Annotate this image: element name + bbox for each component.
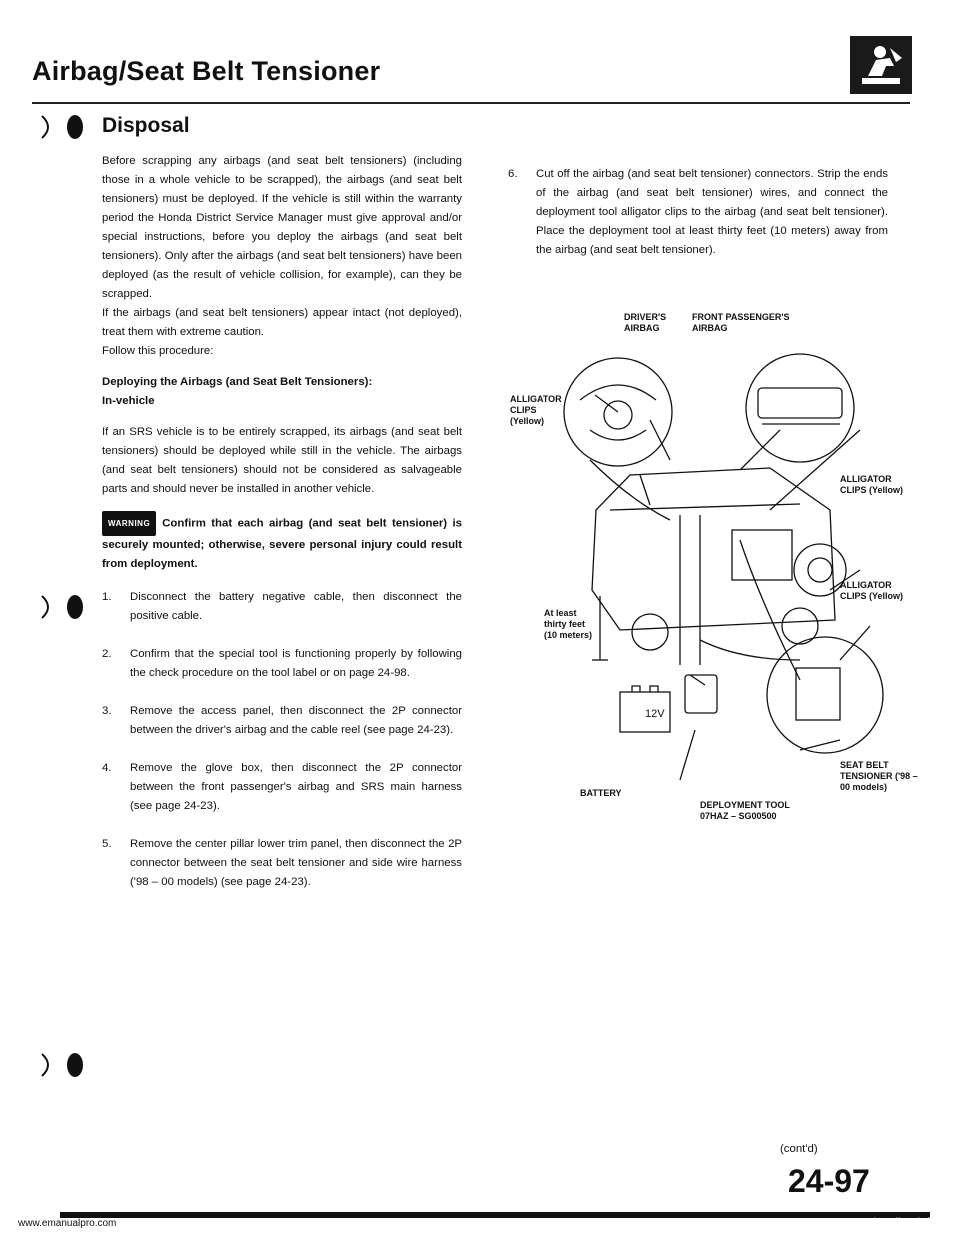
section-bullet-icon [64, 114, 86, 140]
distance-label: At least thirty feet (10 meters) [544, 608, 593, 640]
page-title: Airbag/Seat Belt Tensioner [32, 56, 381, 86]
footer-url: www.emanualpro.com [18, 1218, 117, 1229]
intro-paragraph: Before scrapping any airbags (and seat belt tensioners) (including those in a whole vehicle to be scrapped), the airbags (and seat belt tensioners) must be deployed. If the vehicle is still within the warranty period the Honda District Service Manager must give approval and/or special instructions, before you deploy the airbags (and seat belt tensioners). Only after the airbags (and seat belt tensioners) have been deployed (as the result of vehicle collision, for example), can they be scrapped. [102, 155, 462, 300]
step-text: Remove the access panel, then disconnect the 2P connector between the driver's airbag and the cable reel (see page 24-23). [130, 705, 462, 736]
steps-list-continued [508, 165, 888, 260]
deployment-tool-label: DEPLOYMENT TOOL 07HAZ – SG00500 [700, 800, 790, 821]
alligator-clips-right-label: ALLIGATOR CLIPS (Yellow) [840, 474, 904, 495]
step-text: Remove the center pillar lower trim panel, then disconnect the 2P connector between the seat belt tensioner and side wire harness ('98 – 00 models) (see page 24-23). [130, 838, 462, 888]
drivers-airbag-label: DRIVER'S AIRBAG [624, 312, 667, 333]
step-number: 3. [102, 705, 112, 717]
binder-bracket-icon [40, 594, 62, 620]
section-title: Disposal [102, 114, 190, 137]
list-item [102, 759, 462, 816]
page-number: 24-97 [788, 1163, 870, 1199]
margin-bullet-icon [64, 1052, 86, 1078]
left-column [102, 152, 462, 911]
margin-bullet-icon [64, 594, 86, 620]
subhead-invehicle: In-vehicle [102, 395, 155, 407]
front-passenger-airbag-label: FRONT PASSENGER'S AIRBAG [692, 312, 790, 333]
warning-block [102, 511, 462, 574]
alligator-clips-left-label: ALLIGATOR CLIPS (Yellow) [510, 394, 562, 426]
step-text: Cut off the airbag (and seat belt tensioner) connectors. Strip the ends of the airbag (and seat belt tensioner) wires, and connect the deployment tool alligator clips to the airbag (and seat belt tensioner). Place the deployment tool at least thirty feet (10 meters) away from the airbag (and seat belt tensioner). [536, 168, 888, 256]
invehicle-paragraph: If an SRS vehicle is to be entirely scrapped, its airbags (and seat belt tensioners) should be deployed while still in the vehicle. The airbags (and seat belt tensioners) should not be considered as salvageable parts and should never be installed in another vehicle. [102, 426, 462, 495]
seat-belt-tensioner-label: SEAT BELT TENSIONER ('98 – 00 models) [840, 760, 918, 792]
step-number: 1. [102, 591, 112, 603]
step-text: Confirm that the special tool is functioning properly by following the check procedure on the tool label or on page 24-98. [130, 648, 462, 679]
step-number: 4. [102, 762, 112, 774]
deployment-diagram [500, 300, 920, 860]
step-number: 6. [508, 168, 518, 180]
list-item [102, 835, 462, 892]
intro-follow: Follow this procedure: [102, 345, 214, 357]
step-text: Remove the glove box, then disconnect the 2P connector between the front passenger's airbag and SRS main harness (see page 24-23). [130, 762, 462, 812]
step-text: Disconnect the battery negative cable, then disconnect the positive cable. [130, 591, 462, 622]
step-number: 5. [102, 838, 112, 850]
intro-caution: If the airbags (and seat belt tensioners) appear intact (not deployed), treat them with extreme caution. [102, 307, 462, 338]
subhead-deploying: Deploying the Airbags (and Seat Belt Tensioners): [102, 376, 373, 388]
battery-label: BATTERY [580, 788, 622, 798]
continued-label: (cont'd) [780, 1143, 818, 1155]
title-rule [32, 102, 910, 104]
list-item [102, 702, 462, 740]
warning-text: Confirm that each airbag (and seat belt tensioner) is securely mounted; otherwise, severe personal injury could result from deployment. [102, 517, 462, 570]
binder-bracket-icon [40, 114, 62, 140]
binder-bracket-icon [40, 1052, 62, 1078]
list-item [102, 588, 462, 626]
battery-voltage-label: 12V [645, 708, 665, 720]
list-item [508, 165, 888, 260]
watermark: carmanualsonline.info [820, 1215, 937, 1229]
alligator-clips-lower-label: ALLIGATOR CLIPS (Yellow) [840, 580, 904, 601]
airbag-logo-icon [850, 36, 912, 94]
list-item [102, 645, 462, 683]
steps-list [102, 588, 462, 892]
warning-badge: WARNING [102, 511, 156, 536]
footer-bar [60, 1212, 930, 1218]
step-number: 2. [102, 648, 112, 660]
right-column [508, 165, 888, 279]
